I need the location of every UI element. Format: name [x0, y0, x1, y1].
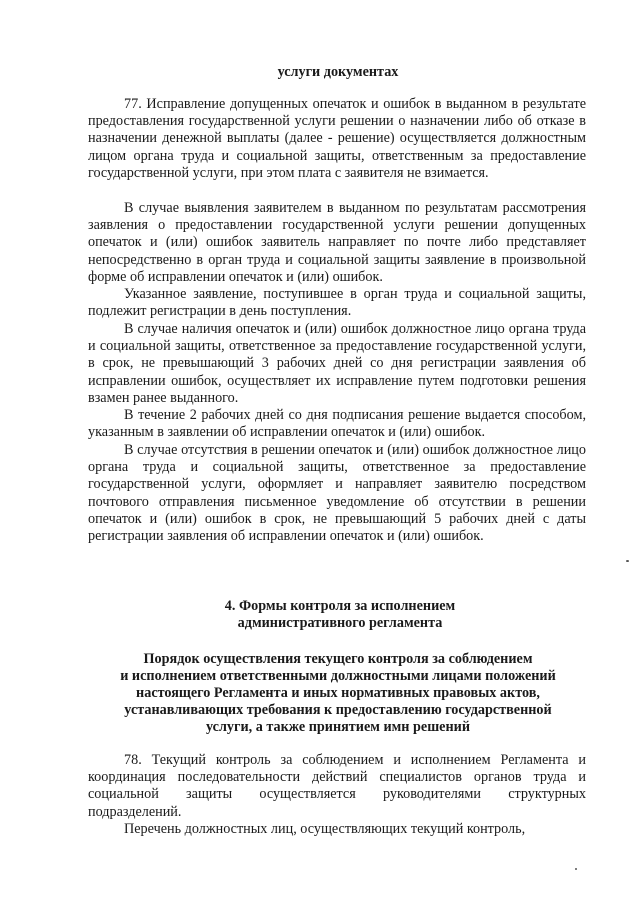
paragraph-error-detection: В случае выявления заявителем в выданном по результатам рассмотрения заявления о предоставлении государственной услуги решении допущенных опечаток и (или) ошибок заявитель направляет по почте либо представляет непосредственно в орган труда и социальной защиты заявление в произвольной форме об исправлении опечаток и (или) ошибок. [88, 200, 586, 285]
sub-heading-line3: настоящего Регламента и иных нормативных правовых актов, [136, 685, 540, 701]
paragraph-no-errors: В случае отсутствия в решении опечаток и (или) ошибок должностное лицо органа труда и социальной защиты, ответственное за предоставление государственной услуги, оформляет и направляет заявителю посредством почтового отправления письменное уведомление об отсутствии в решении опечаток и (или) ошибок в срок, не превышающий 5 рабочих дней с даты регистрации заявления об исправлении опечаток и (или) ошибок. [88, 442, 586, 545]
scan-speck [575, 868, 577, 870]
paragraph-registration: Указанное заявление, поступившее в орган труда и социальной защиты, подлежит регистрации в день поступления. [88, 286, 586, 320]
paragraph-issuance: В течение 2 рабочих дней со дня подписания решение выдается способом, указанным в заявлении об исправлении опечаток и (или) ошибок. [88, 407, 586, 441]
section-title-line2: административного регламента [237, 615, 443, 631]
paragraph-78: 78. Текущий контроль за соблюдением и исполнением Регламента и координация последовательности действий специалистов органов труда и социальной защиты осуществляется руководителями структурных подразделений. [88, 752, 586, 820]
sub-heading-line2: и исполнением ответственными должностными лицами положений [120, 668, 556, 684]
paragraph-officials-list: Перечень должностных лиц, осуществляющих текущий контроль, [124, 821, 526, 837]
sub-heading-line4: устанавливающих требования к предоставлению государственной [124, 702, 552, 718]
section-title-line1: 4. Формы контроля за исполнением [224, 598, 456, 614]
sub-heading-line5: услуги, а также принятием имн решений [206, 719, 470, 735]
sub-heading-line1: Порядок осуществления текущего контроля за соблюдением [143, 651, 533, 667]
scan-speck [626, 560, 629, 562]
top-heading: услуги документах [277, 64, 399, 80]
paragraph-77: 77. Исправление допущенных опечаток и ошибок в выданном в результате предоставления государственной услуги решении о назначении либо об отказе в назначении денежной выплаты (далее - решение) осуществляется должностным лицом органа труда и социальной защиты, ответственным за предоставление государственной услуги, при этом плата с заявителя не взимается. [88, 96, 586, 181]
paragraph-correction: В случае наличия опечаток и (или) ошибок должностное лицо органа труда и социальной защиты, ответственное за предоставление государственной услуги, в срок, не превышающий 3 рабочих дней со дня регистрации заявления об исправлении ошибок, осуществляет их исправление путем подготовки решения взамен ранее выданного. [88, 321, 586, 406]
